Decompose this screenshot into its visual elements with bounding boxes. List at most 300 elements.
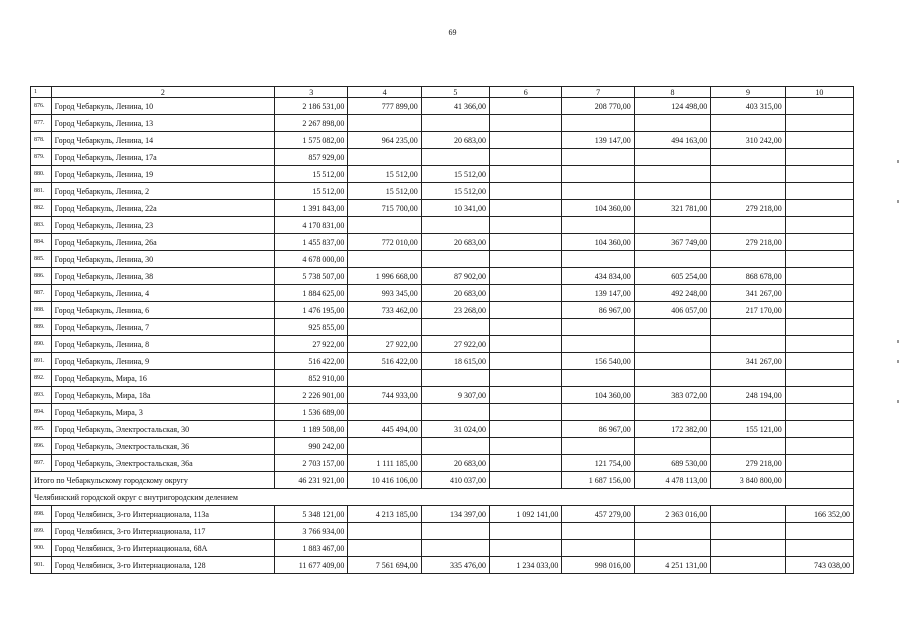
cell-c8: 689 530,00 [634,455,711,472]
cell-c5: 31 024,00 [421,421,489,438]
cell-c10 [785,217,853,234]
cell-c9 [711,166,785,183]
row-index: 880. [31,166,52,183]
cell-c7: 998 016,00 [562,557,634,574]
cell-c7 [562,183,634,200]
cell-c9: 310 242,00 [711,132,785,149]
cell-c10 [785,149,853,166]
cell-c6 [490,132,562,149]
cell-c4 [348,217,421,234]
cell-c4 [348,404,421,421]
cell-c9 [711,557,785,574]
row-index: 896. [31,438,52,455]
cell-c8: 124 498,00 [634,98,711,115]
cell-c10 [785,200,853,217]
cell-c7: 156 540,00 [562,353,634,370]
cell-c10 [785,115,853,132]
registry-table [30,86,854,574]
cell-c8 [634,438,711,455]
cell-c4: 7 561 694,00 [348,557,421,574]
cell-c6 [490,285,562,302]
row-index: 890. [31,336,52,353]
total-row [31,472,854,489]
row-index: 893. [31,387,52,404]
cell-c7 [562,251,634,268]
cell-c5: 23 268,00 [421,302,489,319]
row-index: 882. [31,200,52,217]
cell-c8 [634,370,711,387]
cell-c8 [634,353,711,370]
row-index: 900. [31,540,52,557]
cell-c8 [634,540,711,557]
table-row [31,115,854,132]
cell-c6 [490,404,562,421]
cell-c9: 868 678,00 [711,268,785,285]
cell-c3: 1 476 195,00 [274,302,347,319]
total-cell-c3: 46 231 921,00 [274,472,347,489]
cell-c8: 494 163,00 [634,132,711,149]
row-address: Город Чебаркуль, Электростальская, 30 [51,421,274,438]
row-index: 891. [31,353,52,370]
cell-c10 [785,438,853,455]
cell-c5 [421,370,489,387]
margin-mark [897,400,899,403]
cell-c5: 15 512,00 [421,166,489,183]
table-row [31,166,854,183]
cell-c5: 10 341,00 [421,200,489,217]
cell-c4 [348,523,421,540]
cell-c6 [490,421,562,438]
cell-c5 [421,319,489,336]
row-address: Город Чебаркуль, Ленина, 9 [51,353,274,370]
cell-c9 [711,336,785,353]
cell-c9 [711,506,785,523]
row-index: 885. [31,251,52,268]
column-header-6: 6 [490,87,562,98]
row-address: Город Челябинск, 3-го Интернационала, 68А [51,540,274,557]
cell-c6 [490,149,562,166]
cell-c7 [562,115,634,132]
cell-c9: 279 218,00 [711,455,785,472]
cell-c9: 279 218,00 [711,200,785,217]
total-cell-c4: 10 416 106,00 [348,472,421,489]
cell-c8 [634,217,711,234]
cell-c3: 1 883 467,00 [274,540,347,557]
cell-c10 [785,404,853,421]
cell-c10 [785,166,853,183]
table-row [31,353,854,370]
cell-c3: 1 884 625,00 [274,285,347,302]
cell-c4 [348,149,421,166]
table-row [31,98,854,115]
cell-c8 [634,404,711,421]
cell-c3: 1 575 082,00 [274,132,347,149]
cell-c7: 208 770,00 [562,98,634,115]
cell-c4: 445 494,00 [348,421,421,438]
cell-c8 [634,166,711,183]
cell-c5 [421,438,489,455]
row-address: Город Челябинск, 3-го Интернационала, 113а [51,506,274,523]
table-row [31,149,854,166]
cell-c3: 5 738 507,00 [274,268,347,285]
table-row [31,183,854,200]
cell-c4 [348,251,421,268]
cell-c9 [711,523,785,540]
cell-c7: 457 279,00 [562,506,634,523]
page-number: 69 [448,28,457,37]
row-address: Город Чебаркуль, Ленина, 22а [51,200,274,217]
cell-c5 [421,523,489,540]
cell-c6 [490,234,562,251]
cell-c5: 15 512,00 [421,183,489,200]
table-row [31,387,854,404]
cell-c7 [562,319,634,336]
cell-c4: 1 996 668,00 [348,268,421,285]
table-row [31,557,854,574]
row-index: 877. [31,115,52,132]
row-address: Город Чебаркуль, Ленина, 19 [51,166,274,183]
cell-c5: 20 683,00 [421,234,489,251]
cell-c5: 335 476,00 [421,557,489,574]
cell-c9: 155 121,00 [711,421,785,438]
row-index: 878. [31,132,52,149]
cell-c9 [711,217,785,234]
row-address: Город Чебаркуль, Ленина, 23 [51,217,274,234]
cell-c8: 321 781,00 [634,200,711,217]
cell-c10 [785,336,853,353]
cell-c5 [421,251,489,268]
row-address: Город Чебаркуль, Ленина, 6 [51,302,274,319]
cell-c8: 605 254,00 [634,268,711,285]
cell-c6 [490,302,562,319]
table-row [31,523,854,540]
cell-c8: 383 072,00 [634,387,711,404]
cell-c7 [562,523,634,540]
cell-c6: 1 234 033,00 [490,557,562,574]
cell-c5: 18 615,00 [421,353,489,370]
cell-c4: 744 933,00 [348,387,421,404]
section-label: Челябинский городской округ с внутригородским делением [31,489,854,506]
cell-c6 [490,523,562,540]
cell-c10 [785,183,853,200]
cell-c3: 27 922,00 [274,336,347,353]
cell-c7 [562,149,634,166]
row-address: Город Чебаркуль, Мира, 18а [51,387,274,404]
cell-c5: 27 922,00 [421,336,489,353]
cell-c7 [562,370,634,387]
cell-c4: 15 512,00 [348,183,421,200]
row-address: Город Чебаркуль, Ленина, 14 [51,132,274,149]
cell-c9 [711,404,785,421]
row-index: 884. [31,234,52,251]
cell-c9: 341 267,00 [711,285,785,302]
cell-c9: 341 267,00 [711,353,785,370]
cell-c10 [785,302,853,319]
cell-c6 [490,319,562,336]
cell-c3: 2 226 901,00 [274,387,347,404]
cell-c8 [634,523,711,540]
cell-c9 [711,251,785,268]
cell-c8 [634,115,711,132]
cell-c4: 15 512,00 [348,166,421,183]
cell-c4 [348,438,421,455]
cell-c7: 121 754,00 [562,455,634,472]
cell-c5 [421,404,489,421]
cell-c6 [490,166,562,183]
table-row [31,217,854,234]
cell-c5: 41 366,00 [421,98,489,115]
cell-c8 [634,149,711,166]
cell-c6 [490,251,562,268]
cell-c7 [562,540,634,557]
cell-c5 [421,540,489,557]
cell-c3: 5 348 121,00 [274,506,347,523]
table-row [31,200,854,217]
cell-c10 [785,523,853,540]
cell-c7 [562,404,634,421]
total-cell-c10 [785,472,853,489]
cell-c6 [490,200,562,217]
cell-c7: 104 360,00 [562,387,634,404]
row-address: Город Чебаркуль, Мира, 16 [51,370,274,387]
row-index: 897. [31,455,52,472]
cell-c4: 4 213 185,00 [348,506,421,523]
row-index: 888. [31,302,52,319]
cell-c4 [348,319,421,336]
cell-c3: 1 536 689,00 [274,404,347,421]
cell-c6: 1 092 141,00 [490,506,562,523]
cell-c4: 993 345,00 [348,285,421,302]
row-address: Город Чебаркуль, Ленина, 8 [51,336,274,353]
cell-c9 [711,319,785,336]
column-header-4: 4 [348,87,421,98]
cell-c6 [490,217,562,234]
cell-c5: 20 683,00 [421,285,489,302]
cell-c10 [785,132,853,149]
cell-c10 [785,268,853,285]
row-address: Город Челябинск, 3-го Интернационала, 128 [51,557,274,574]
row-address: Город Чебаркуль, Ленина, 7 [51,319,274,336]
table-row [31,455,854,472]
row-address: Город Чебаркуль, Ленина, 2 [51,183,274,200]
table-row [31,268,854,285]
row-address: Город Чебаркуль, Ленина, 10 [51,98,274,115]
total-label: Итого по Чебаркульскому городскому округу [31,472,275,489]
cell-c10 [785,285,853,302]
table-row [31,302,854,319]
cell-c9: 248 194,00 [711,387,785,404]
table-row [31,319,854,336]
table-body [31,87,854,574]
row-index: 899. [31,523,52,540]
row-address: Город Чебаркуль, Ленина, 17а [51,149,274,166]
row-index: 892. [31,370,52,387]
row-address: Город Чебаркуль, Электростальская, 36 [51,438,274,455]
cell-c4: 777 899,00 [348,98,421,115]
cell-c6 [490,183,562,200]
cell-c3: 15 512,00 [274,166,347,183]
cell-c3: 925 855,00 [274,319,347,336]
cell-c5: 9 307,00 [421,387,489,404]
cell-c5: 20 683,00 [421,455,489,472]
row-address: Город Чебаркуль, Ленина, 13 [51,115,274,132]
cell-c9: 279 218,00 [711,234,785,251]
cell-c9 [711,370,785,387]
column-header-7: 7 [562,87,634,98]
cell-c4 [348,370,421,387]
row-index: 881. [31,183,52,200]
total-cell-c8: 4 478 113,00 [634,472,711,489]
column-header-8: 8 [634,87,711,98]
cell-c9: 403 315,00 [711,98,785,115]
cell-c10: 743 038,00 [785,557,853,574]
cell-c4: 772 010,00 [348,234,421,251]
header-row [31,87,854,98]
cell-c7: 104 360,00 [562,200,634,217]
table-row [31,404,854,421]
cell-c10 [785,387,853,404]
row-index: 895. [31,421,52,438]
row-address: Город Чебаркуль, Ленина, 4 [51,285,274,302]
cell-c3: 852 910,00 [274,370,347,387]
column-header-3: 3 [274,87,347,98]
table-row [31,421,854,438]
cell-c8 [634,319,711,336]
cell-c10 [785,540,853,557]
cell-c5 [421,149,489,166]
cell-c7: 139 147,00 [562,285,634,302]
cell-c5: 134 397,00 [421,506,489,523]
cell-c3: 857 929,00 [274,149,347,166]
cell-c3: 1 455 837,00 [274,234,347,251]
cell-c6 [490,115,562,132]
cell-c8: 2 363 016,00 [634,506,711,523]
cell-c8: 4 251 131,00 [634,557,711,574]
cell-c10 [785,353,853,370]
cell-c3: 1 189 508,00 [274,421,347,438]
total-cell-c6 [490,472,562,489]
table-row [31,285,854,302]
section-row [31,489,854,506]
cell-c5 [421,115,489,132]
table-row [31,234,854,251]
cell-c3: 15 512,00 [274,183,347,200]
total-cell-c5: 410 037,00 [421,472,489,489]
cell-c10 [785,421,853,438]
cell-c7: 86 967,00 [562,421,634,438]
cell-c9 [711,149,785,166]
cell-c8: 406 057,00 [634,302,711,319]
margin-mark [897,360,899,363]
cell-c8 [634,183,711,200]
row-index: 886. [31,268,52,285]
cell-c9 [711,115,785,132]
cell-c4: 733 462,00 [348,302,421,319]
cell-c4: 27 922,00 [348,336,421,353]
column-header-2: 2 [51,87,274,98]
cell-c9 [711,438,785,455]
cell-c7: 104 360,00 [562,234,634,251]
row-address: Город Чебаркуль, Электростальская, 36а [51,455,274,472]
cell-c7: 139 147,00 [562,132,634,149]
cell-c8: 172 382,00 [634,421,711,438]
row-index: 883. [31,217,52,234]
cell-c8 [634,251,711,268]
cell-c8: 367 749,00 [634,234,711,251]
cell-c3: 2 267 898,00 [274,115,347,132]
cell-c7 [562,217,634,234]
cell-c3: 3 766 934,00 [274,523,347,540]
row-index: 901. [31,557,52,574]
cell-c6 [490,268,562,285]
cell-c4: 715 700,00 [348,200,421,217]
total-cell-c7: 1 687 156,00 [562,472,634,489]
cell-c7: 86 967,00 [562,302,634,319]
column-header-5: 5 [421,87,489,98]
cell-c6 [490,455,562,472]
table-row [31,506,854,523]
table-row [31,540,854,557]
cell-c5: 20 683,00 [421,132,489,149]
row-address: Город Чебаркуль, Мира, 3 [51,404,274,421]
table-row [31,132,854,149]
cell-c3: 516 422,00 [274,353,347,370]
cell-c9: 217 170,00 [711,302,785,319]
cell-c3: 4 678 000,00 [274,251,347,268]
row-index: 894. [31,404,52,421]
cell-c4: 516 422,00 [348,353,421,370]
cell-c7 [562,336,634,353]
cell-c4 [348,540,421,557]
total-cell-c9: 3 840 800,00 [711,472,785,489]
cell-c7 [562,438,634,455]
margin-mark [897,200,899,203]
row-address: Город Чебаркуль, Ленина, 30 [51,251,274,268]
cell-c10 [785,234,853,251]
cell-c6 [490,370,562,387]
column-header-1: 1 [31,87,52,98]
row-index: 876. [31,98,52,115]
cell-c10 [785,251,853,268]
margin-mark [897,160,899,163]
cell-c3: 2 703 157,00 [274,455,347,472]
column-header-9: 9 [711,87,785,98]
row-index: 879. [31,149,52,166]
cell-c7: 434 834,00 [562,268,634,285]
cell-c8: 492 248,00 [634,285,711,302]
row-index: 887. [31,285,52,302]
cell-c3: 990 242,00 [274,438,347,455]
cell-c10: 166 352,00 [785,506,853,523]
cell-c8 [634,336,711,353]
cell-c4: 1 111 185,00 [348,455,421,472]
row-index: 898. [31,506,52,523]
cell-c6 [490,438,562,455]
row-index: 889. [31,319,52,336]
cell-c6 [490,353,562,370]
cell-c6 [490,98,562,115]
cell-c4: 964 235,00 [348,132,421,149]
cell-c5: 87 902,00 [421,268,489,285]
column-header-10: 10 [785,87,853,98]
cell-c9 [711,540,785,557]
row-address: Город Челябинск, 3-го Интернационала, 117 [51,523,274,540]
cell-c6 [490,336,562,353]
row-address: Город Чебаркуль, Ленина, 26а [51,234,274,251]
cell-c10 [785,455,853,472]
cell-c10 [785,319,853,336]
cell-c10 [785,370,853,387]
